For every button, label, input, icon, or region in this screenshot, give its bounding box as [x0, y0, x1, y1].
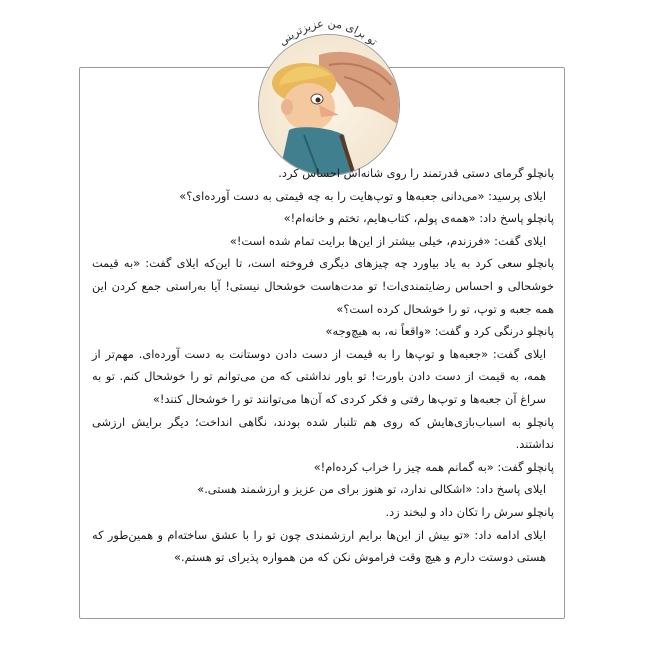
arc-title: [248, 2, 408, 62]
paragraph: ایلای گفت: «جعبه‌ها و توپ‌ها را به قیمت از دست دادن دوستانت به دست آورده‌ای. مهم‌تر از همه، به قیمت از دست دادن باورت! تو باور نداشتی که من می‌توانم تو را خوشحال کنم. تو به سراغ آن جعبه‌ها و توپ‌ها رفتی و فکر کردی که آن‌ها می‌توانند تو را خوشحال کنند!»: [92, 346, 546, 406]
arc-title-text: تو برای من عزیز‌تر‌ینی: [276, 16, 380, 49]
svg-text:تو برای من عزیز‌تر‌ینی: [276, 17, 380, 48]
paragraph: پانچلو سرش را تکان داد و لبخند زد.: [385, 504, 554, 519]
paragraph: پانچلو سعی کرد به یاد بیاورد چه چیزهای دیگری فروخته است، تا این‌که ایلای گفت: «به قیمت خوشحالی و احساس رضایتمندی‌ات! تو مدت‌هاست خوشحال نیستی! آیا به‌راستی جمع کردن این همه جعبه و توپ، تو را خوشحال کرده است؟»: [92, 256, 554, 316]
story-text: [92, 162, 554, 569]
paragraph: پانچلو گفت: «به گمانم همه چیز را خراب کرده‌ام!»: [313, 459, 554, 474]
paragraph: ایلای پرسید: «می‌دانی جعبه‌ها و توپ‌هایت را به چه قیمتی به دست آورده‌ای؟»: [179, 188, 546, 203]
paragraph: پانچلو به اسباب‌بازی‌هایش که روی هم تلنبار شده بودند، نگاهی انداخت؛ دیگر برایش ارزشی نداشتند.: [92, 414, 554, 452]
paragraph: پانچلو گرمای دستی قدرتمند را روی شانه‌اش احساس کرد.: [278, 166, 554, 180]
paragraph: پانچلو درنگی کرد و گفت: «واقعاً نه، به هیچ‌وجه»: [325, 324, 554, 339]
paragraph: پانچلو پاسخ داد: «همه‌ی پولم، کتاب‌هایم، تختم و خانه‌ام!»: [283, 211, 554, 226]
paragraph: ایلای ادامه داد: «تو بیش از این‌ها برایم ارزشمندی چون تو را با عشق ساخته‌ام و همین‌طور که هستی دوستت دارم و هیچ وقت فراموش نکن که من همواره پذیرای تو هستم.»: [92, 527, 546, 565]
paragraph: ایلای پاسخ داد: «اشکالی ندارد، تو هنوز برای من عزیز و ارزشمند هستی.»: [197, 482, 546, 497]
paragraph: ایلای گفت: «فرزندم، خیلی بیشتر از این‌ها برایت تمام شده است!»: [229, 233, 546, 248]
